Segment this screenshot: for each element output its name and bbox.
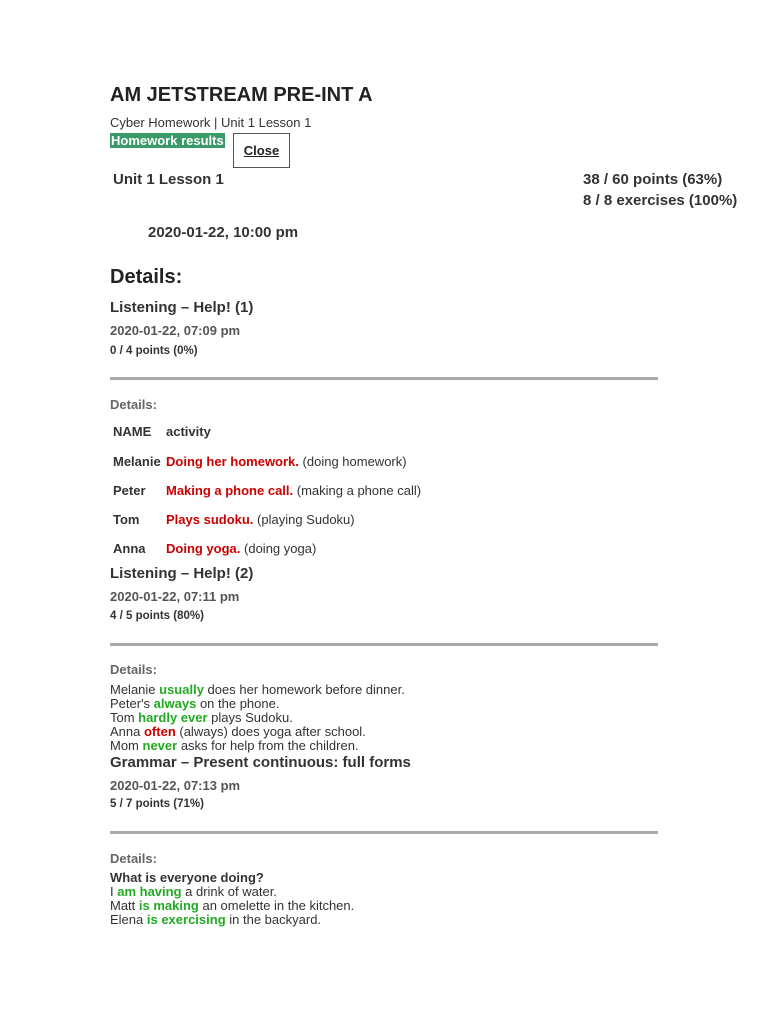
correct-answer: usually: [159, 682, 204, 697]
answer-line: Elena is exercising in the backyard.: [110, 912, 322, 927]
table-header-activity: activity: [166, 424, 211, 439]
divider: [110, 831, 658, 834]
wrong-answer: often: [143, 724, 176, 739]
table-header-name: NAME: [113, 424, 152, 439]
correct-answer: (making a phone call): [296, 483, 422, 498]
exercise-points: 0 / 4 points (0%): [110, 345, 198, 357]
page-title: AM JETSTREAM PRE-INT A: [110, 84, 373, 106]
table-row: [166, 512, 355, 527]
divider: [110, 643, 658, 646]
correction: (always): [175, 724, 228, 739]
table-cell-name: Melanie: [113, 454, 161, 469]
correct-answer: never: [142, 738, 178, 753]
correct-answer: always: [153, 696, 197, 711]
table-cell-name: Tom: [113, 512, 140, 527]
breadcrumb: Cyber Homework | Unit 1 Lesson 1: [110, 115, 312, 130]
details-label: Details:: [110, 851, 157, 866]
exercise-title: Grammar – Present continuous: full forms: [110, 754, 411, 771]
total-points: 38 / 60 points (63%): [583, 171, 723, 188]
exercise-title: Listening – Help! (1): [110, 299, 254, 316]
table-cell-name: Anna: [113, 541, 146, 556]
table-row: [166, 483, 421, 498]
divider: [110, 377, 658, 380]
answer-line: Anna often (always) does yoga after school.: [110, 724, 366, 739]
wrong-answer: Doing her homework.: [166, 454, 299, 469]
answer-line: Tom hardly ever plays Sudoku.: [110, 710, 293, 725]
answer-line: I am having a drink of water.: [110, 884, 277, 899]
total-exercises: 8 / 8 exercises (100%): [583, 192, 738, 209]
correct-answer: (doing yoga): [244, 541, 317, 556]
wrong-answer: Making a phone call.: [166, 483, 294, 498]
exercise-time: 2020-01-22, 07:11 pm: [110, 589, 240, 604]
table-cell-name: Peter: [113, 483, 146, 498]
answer-line: Peter's always on the phone.: [110, 696, 280, 711]
homework-results-badge: Homework results: [111, 133, 224, 148]
exercise-points: 4 / 5 points (80%): [110, 610, 204, 622]
answer-line: Matt is making an omelette in the kitchen.: [110, 898, 355, 913]
correct-answer: (playing Sudoku): [257, 512, 355, 527]
exercise-time: 2020-01-22, 07:13 pm: [110, 778, 241, 793]
answer-line: Melanie usually does her homework before dinner.: [110, 682, 405, 697]
question-text: What is everyone doing?: [110, 870, 264, 885]
details-label: Details:: [110, 662, 157, 677]
wrong-answer: Doing yoga.: [166, 541, 241, 556]
details-label: Details:: [110, 397, 157, 412]
wrong-answer: Plays sudoku.: [166, 512, 254, 527]
close-button[interactable]: Close: [233, 133, 290, 168]
details-heading: Details:: [110, 266, 183, 288]
correct-answer: is making: [138, 898, 199, 913]
submission-date: 2020-01-22, 10:00 pm: [148, 224, 299, 241]
correct-answer: am having: [117, 884, 182, 899]
lesson-name: Unit 1 Lesson 1: [113, 171, 224, 188]
table-row: [166, 454, 407, 469]
table-row: [166, 541, 316, 556]
correct-answer: is exercising: [146, 912, 226, 927]
exercise-title: Listening – Help! (2): [110, 565, 254, 582]
exercise-time: 2020-01-22, 07:09 pm: [110, 323, 241, 338]
correct-answer: (doing homework): [302, 454, 407, 469]
correct-answer: hardly ever: [138, 710, 208, 725]
exercise-points: 5 / 7 points (71%): [110, 798, 204, 810]
answer-line: Mom never asks for help from the children.: [110, 738, 359, 753]
